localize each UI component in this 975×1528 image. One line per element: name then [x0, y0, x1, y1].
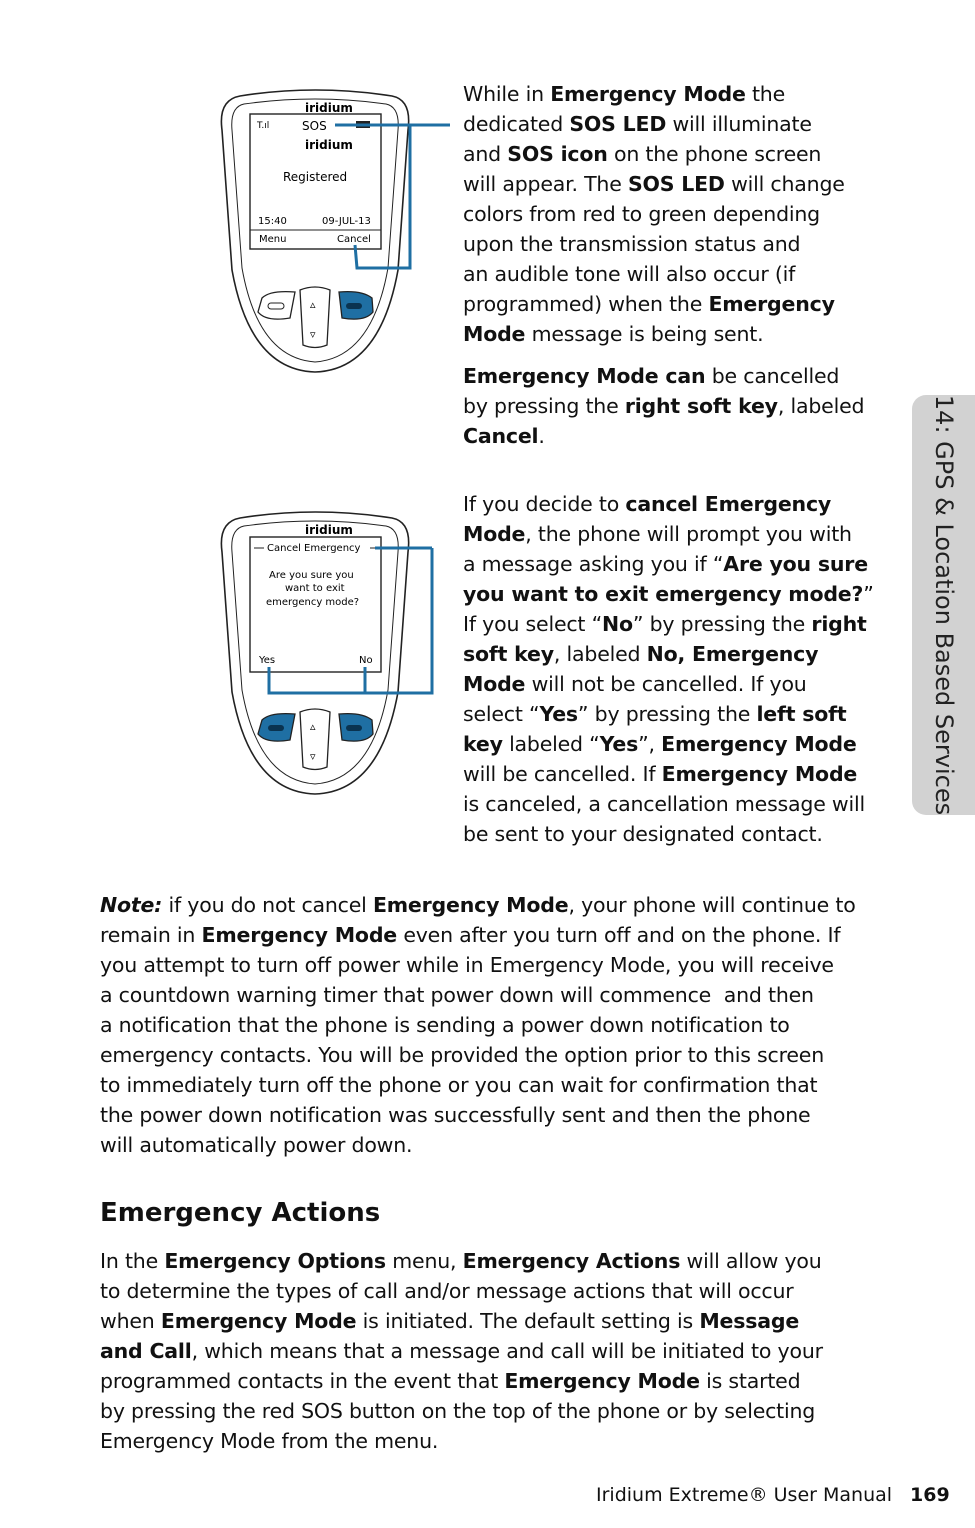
phone2-line3: emergency mode? — [266, 597, 360, 608]
svg-text:▵: ▵ — [310, 298, 316, 311]
chapter-side-tab-label: 14: GPS & Location Based Services — [929, 394, 958, 816]
signal-icon: T.ıl — [257, 121, 270, 131]
phone1-sos: SOS — [302, 119, 327, 133]
emergency-actions-paragraph: In the Emergency Options menu, Emergency Actions will allow you to determine the types of call and/or message actions that will occur when Emergency Mode is initiated. The default setting is Message and Call, which means that a message and call will be initiated to your programmed contacts in the event that Emergency Mode is started by pressing the red SOS button on the top of the phone or by selecting Emergency Mode from the menu. — [100, 1249, 823, 1453]
phone1-left-soft: Menu — [259, 234, 287, 245]
phone-illustration-cancel — [220, 510, 460, 800]
phone2-right-soft: No — [359, 655, 373, 666]
phone1-date: 09-JUL-13 — [322, 216, 371, 227]
phone-illustration-emergency — [220, 88, 460, 378]
phone2-line2: want to exit — [285, 583, 345, 594]
section-heading: Emergency Actions — [100, 1198, 381, 1228]
chapter-side-tab — [912, 395, 975, 815]
svg-text:▵: ▵ — [310, 720, 316, 733]
svg-text:▿: ▿ — [310, 750, 316, 763]
phone2-brand: iridium — [305, 523, 353, 537]
footer-manual-title: Iridium Extreme® User Manual — [596, 1484, 893, 1506]
phone1-brand: iridium — [305, 101, 353, 115]
phone2-title: Cancel Emergency — [267, 543, 361, 554]
cancel-description: If you decide to cancel Emergency Mode, the phone will prompt you with a message asking you if “Are you sure you want to exit emergency mode?” If you select “No” by pressing the right soft key, labeled No, Emergency Mode will not be cancelled. If you select “Yes” by pressing the left soft key labeled “Yes”, Emergency Mode will be cancelled. If Emergency Mode is canceled, a cancellation message will be sent to your designated contact. — [463, 492, 874, 846]
sos-led-description: While in Emergency Mode the dedicated SOS LED will illuminate and SOS icon on the phone screen will appear. The SOS LED will change colors from red to green depending upon the transmission status and an audible tone will also occur (if programmed) when the Emergency Mode message is being sent. Emergency Mode can be cancelled by pressing the right soft key, labeled Cancel. — [463, 82, 865, 448]
phone1-logo: iridium — [305, 138, 353, 152]
phone1-right-soft: Cancel — [337, 234, 371, 245]
page-number: 169 — [910, 1484, 950, 1506]
phone1-status: Registered — [283, 170, 348, 184]
phone1-time: 15:40 — [258, 216, 287, 227]
phone2-line1: Are you sure you — [269, 570, 354, 581]
phone2-left-soft: Yes — [259, 655, 276, 666]
svg-text:▿: ▿ — [310, 328, 316, 341]
note-paragraph: Note: if you do not cancel Emergency Mode, your phone will continue to remain in Emergency Mode even after you turn off and on the phone. If you attempt to turn off power while in Emergency Mode, you will receive a countdown warning timer that power down will commence and then a notification that the phone is sending a power down notification to emergency contacts. You will be provided the option prior to this screen to immediately turn off the phone or you can wait for confirmation that the power down notification was successfully sent and then the phone will automatically power down. — [100, 893, 856, 1157]
